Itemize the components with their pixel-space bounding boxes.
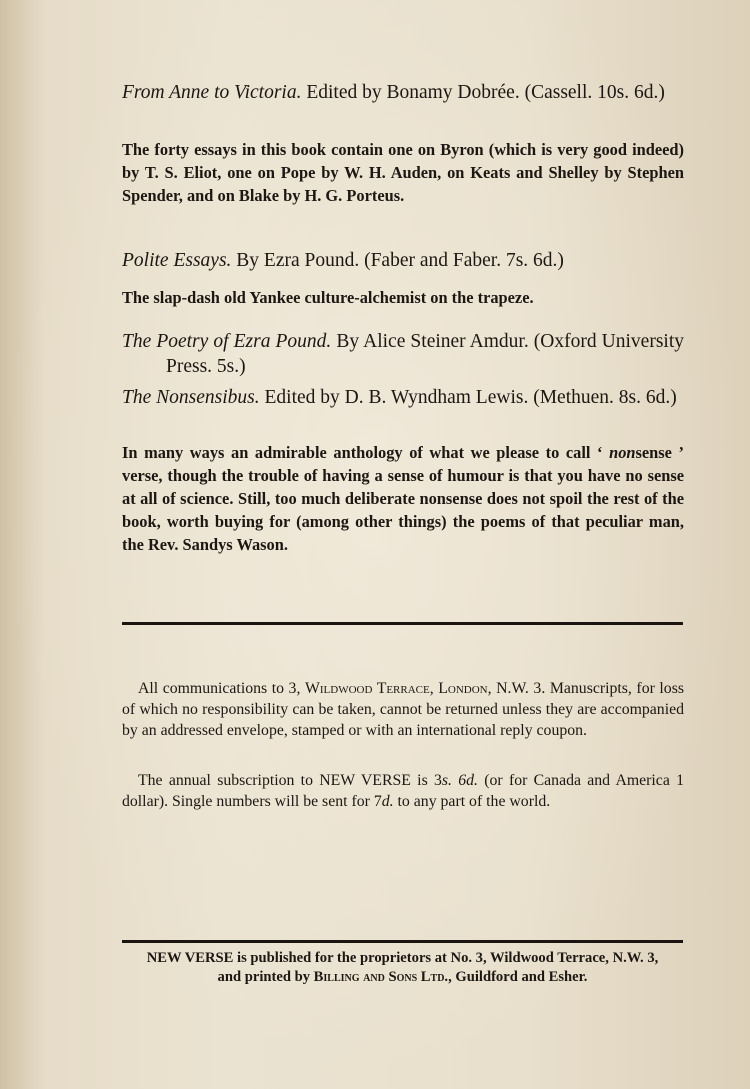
notice-part: 6d. xyxy=(458,772,478,789)
book-details: By Alice Steiner Amdur. (Oxford University Press. 5s.) xyxy=(166,331,684,377)
notice-part: All communications to 3, xyxy=(138,680,305,697)
notice-part: d. xyxy=(381,793,394,810)
imprint-part: and printed by xyxy=(217,969,314,985)
entry-description xyxy=(122,441,684,556)
description-emphasis: non xyxy=(609,443,636,462)
description-text: In many ways an admirable anthology of what we please to call ‘ xyxy=(122,443,610,462)
notice-part: (or for Canada and America 1 dollar). Single numbers will be sent for 7 xyxy=(122,772,684,810)
notice-address: Wildwood Terrace, London xyxy=(304,680,488,697)
imprint-part: , Guildford and Esher. xyxy=(448,969,588,985)
book-title: The Poetry of Ezra Pound. xyxy=(122,331,332,352)
imprint-line-2 xyxy=(122,968,683,987)
notice-part: , N.W. 3. Manuscripts, for loss of which no responsibility can be taken, cannot be returned unless they are accompanied by an addressed envelope, stamped or with an international reply coupon. xyxy=(122,680,684,739)
review-entry-1 xyxy=(122,80,684,105)
review-entry-4 xyxy=(122,385,684,410)
review-entry-2 xyxy=(122,248,684,273)
book-details: Edited by Bonamy Dobrée. (Cassell. 10s. 6d.) xyxy=(301,82,665,103)
review-description-2 xyxy=(122,286,684,309)
subscription-notice xyxy=(122,770,684,812)
entry-heading xyxy=(122,329,684,379)
communications-notice xyxy=(122,678,684,741)
book-title: The Nonsensibus. xyxy=(122,387,260,408)
publisher-imprint xyxy=(122,949,683,987)
book-title: Polite Essays. xyxy=(122,250,232,271)
entry-description: The slap-dash old Yankee culture-alchemist on the trapeze. xyxy=(122,288,534,307)
entry-heading xyxy=(122,248,684,273)
notice-text xyxy=(122,770,684,812)
review-description-1 xyxy=(122,138,684,207)
notice-part: to any part of the world. xyxy=(393,793,551,810)
review-entry-3 xyxy=(122,329,684,379)
footer-divider xyxy=(122,940,683,943)
book-details: By Ezra Pound. (Faber and Faber. 7s. 6d.) xyxy=(231,250,564,271)
printer-name: Billing and Sons Ltd. xyxy=(313,969,449,985)
book-details: Edited by D. B. Wyndham Lewis. (Methuen. 8s. 6d.) xyxy=(259,387,677,408)
entry-heading xyxy=(122,80,684,105)
book-title: From Anne to Victoria. xyxy=(122,82,302,103)
entry-heading xyxy=(122,385,684,410)
review-description-4 xyxy=(122,441,684,556)
section-divider xyxy=(122,622,683,625)
notice-text xyxy=(122,678,684,741)
notice-part: The annual subscription to NEW VERSE is 3 xyxy=(138,772,442,789)
entry-description: The forty essays in this book contain one on Byron (which is very good indeed) by T. S. Eliot, one on Pope by W. H. Auden, on Keats and Shelley by Stephen Spender, and on Blake by H. G. Porteus. xyxy=(122,140,684,205)
description-text: sense ’ verse, though the trouble of having a sense of humour is that you have no sense at all of science. Still, too much deliberate nonsense does not spoil the rest of the book, worth buying for (among other things) the poems of that peculiar man, the Rev. Sandys Wason. xyxy=(122,443,684,554)
imprint-line-1: NEW VERSE is published for the proprietors at No. 3, Wildwood Terrace, N.W. 3, xyxy=(146,950,659,966)
notice-part: s. xyxy=(441,772,452,789)
